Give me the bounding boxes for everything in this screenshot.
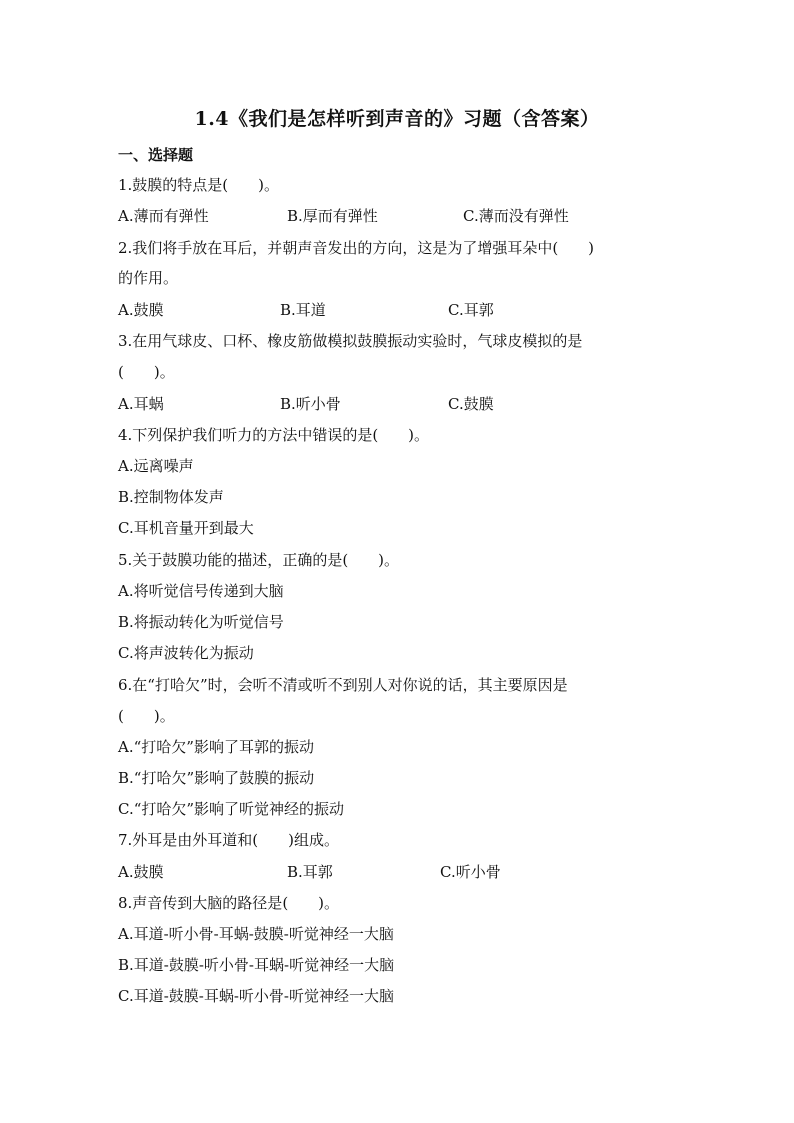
question-1-option-c: C.薄而没有弹性: [463, 207, 569, 225]
question-4-stem: 4.下列保护我们听力的方法中错误的是( )。: [118, 426, 430, 444]
question-1-option-b: B.厚而有弹性: [287, 207, 378, 225]
question-6-option-c: C.“打哈欠”影响了听觉神经的振动: [118, 800, 345, 818]
question-2-option-b: B.耳道: [280, 301, 326, 319]
page-title: 1.4《我们是怎样听到声音的》习题（含答案）: [194, 108, 600, 130]
question-7-option-c: C.听小骨: [440, 863, 501, 881]
question-2-option-c: C.耳郭: [448, 301, 494, 319]
question-6-stem: 6.在“打哈欠”时，会听不清或听不到别人对你说的话，其主要原因是: [118, 676, 568, 694]
question-8-option-a: A.耳道-听小骨-耳蜗-鼓膜-听觉神经一大脑: [118, 925, 394, 943]
question-3-stem-cont: ( )。: [118, 363, 175, 381]
question-8-stem: 8.声音传到大脑的路径是( )。: [118, 894, 340, 912]
question-2-stem: 2.我们将手放在耳后，并朝声音发出的方向，这是为了增强耳朵中( ): [118, 239, 595, 257]
question-1-option-a: A.薄而有弹性: [118, 207, 209, 225]
question-7-option-b: B.耳郭: [287, 863, 333, 881]
question-3-option-b: B.听小骨: [280, 395, 341, 413]
question-7-stem: 7.外耳是由外耳道和( )组成。: [118, 831, 340, 849]
question-8-option-b: B.耳道-鼓膜-听小骨-耳蜗-听觉神经一大脑: [118, 956, 395, 974]
question-5-option-b: B.将振动转化为听觉信号: [118, 613, 284, 631]
question-6-option-b: B.“打哈欠”影响了鼓膜的振动: [118, 769, 315, 787]
question-6-stem-cont: ( )。: [118, 707, 175, 725]
question-3-stem: 3.在用气球皮、口杯、橡皮筋做模拟鼓膜振动实验时，气球皮模拟的是: [118, 332, 583, 350]
question-2-option-a: A.鼓膜: [118, 301, 164, 319]
question-2-stem-cont: 的作用。: [118, 269, 179, 287]
question-6-option-a: A.“打哈欠”影响了耳郭的振动: [118, 738, 314, 756]
question-1-stem: 1.鼓膜的特点是( )。: [118, 176, 280, 194]
question-5-option-a: A.将听觉信号传递到大脑: [118, 582, 284, 600]
question-7-option-a: A.鼓膜: [118, 863, 164, 881]
question-3-option-c: C.鼓膜: [448, 395, 494, 413]
question-5-stem: 5.关于鼓膜功能的描述，正确的是( )。: [118, 551, 400, 569]
question-4-option-b: B.控制物体发声: [118, 488, 224, 506]
question-4-option-c: C.耳机音量开到最大: [118, 519, 254, 537]
section-heading: 一、选择题: [118, 146, 194, 164]
question-4-option-a: A.远离噪声: [118, 457, 194, 475]
question-5-option-c: C.将声波转化为振动: [118, 644, 254, 662]
question-8-option-c: C.耳道-鼓膜-耳蜗-听小骨-听觉神经一大脑: [118, 987, 394, 1005]
question-3-option-a: A.耳蜗: [118, 395, 164, 413]
